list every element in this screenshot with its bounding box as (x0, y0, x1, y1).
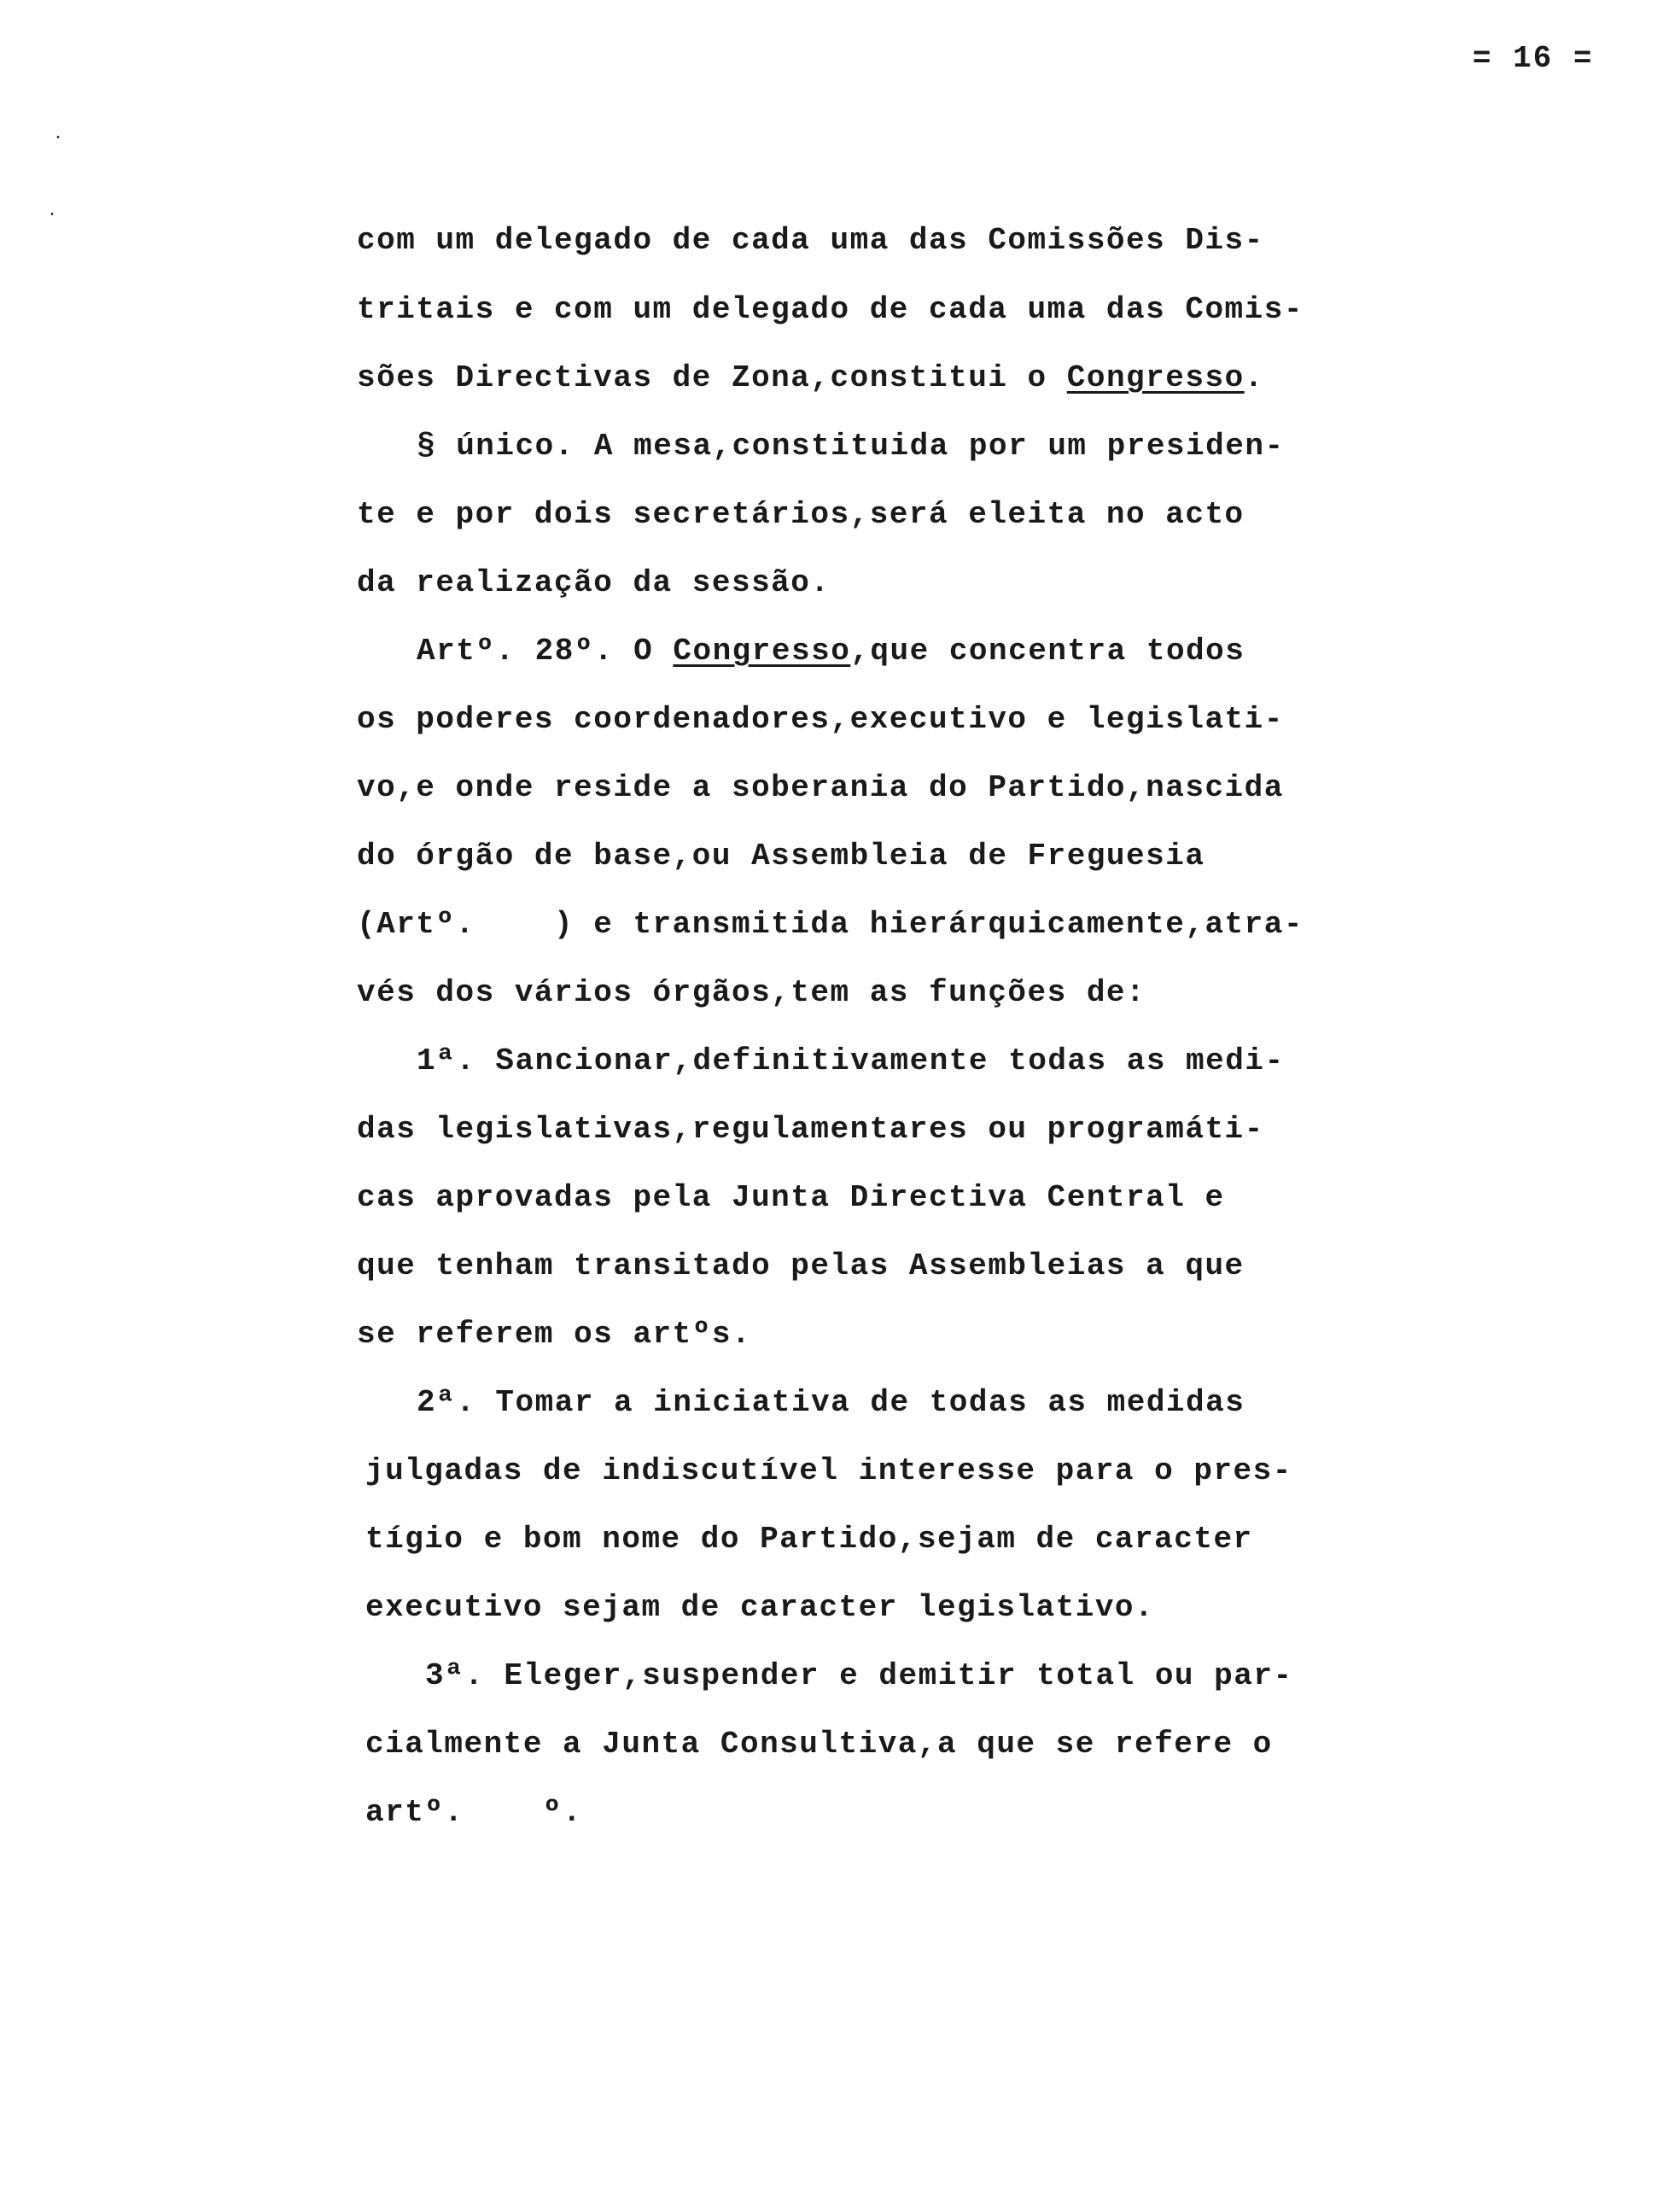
text-line: executivo sejam de caracter legislativo. (365, 1590, 1155, 1625)
scan-speck: · (53, 128, 64, 148)
text-line: Artº. 28º. O Congresso,que concentra todos (417, 634, 1245, 669)
text-line: do órgão de base,ou Assembleia de Freguesia (357, 839, 1205, 874)
text-line: tritais e com um delegado de cada uma das Comis- (357, 292, 1304, 327)
text-line: tígio e bom nome do Partido,sejam de caracter (365, 1522, 1253, 1557)
underlined-term: Congresso (673, 634, 851, 669)
text-line: das legislativas,regulamentares ou programáti- (357, 1112, 1264, 1147)
text-line: com um delegado de cada uma das Comissões Dis- (357, 223, 1264, 258)
text-line: os poderes coordenadores,executivo e legislati- (357, 702, 1284, 737)
text-line: cialmente a Junta Consultiva,a que se refere o (365, 1727, 1273, 1762)
text-line: 2ª. Tomar a iniciativa de todas as medidas (417, 1385, 1245, 1420)
text-line: vés dos vários órgãos,tem as funções de: (357, 975, 1146, 1010)
text-line: julgadas de indiscutível interesse para o pres- (365, 1453, 1292, 1488)
text-line: § único. A mesa,constituida por um presiden- (417, 429, 1285, 464)
text-line: sões Directivas de Zona,constitui o Congresso. (357, 360, 1264, 395)
text-line: que tenham transitado pelas Assembleias a que (357, 1248, 1245, 1283)
text-line: cas aprovadas pela Junta Directiva Central e (357, 1180, 1225, 1215)
text-line: 1ª. Sancionar,definitivamente todas as medi- (417, 1043, 1285, 1078)
text-line: vo,e onde reside a soberania do Partido,nascida (357, 770, 1284, 805)
text-line: (Artº. ) e transmitida hierárquicamente,atra- (357, 907, 1304, 942)
text-line: 3ª. Eleger,suspender e demitir total ou par- (425, 1658, 1293, 1693)
text-line: te e por dois secretários,será eleita no acto (357, 497, 1245, 532)
text-line: da realização da sessão. (357, 565, 831, 600)
page-number: = 16 = (1473, 41, 1594, 76)
text-line: artº. º. (365, 1795, 583, 1830)
text-line: se referem os artºs. (357, 1317, 752, 1352)
scan-speck: · (47, 205, 58, 225)
underlined-term: Congresso (1066, 360, 1245, 395)
